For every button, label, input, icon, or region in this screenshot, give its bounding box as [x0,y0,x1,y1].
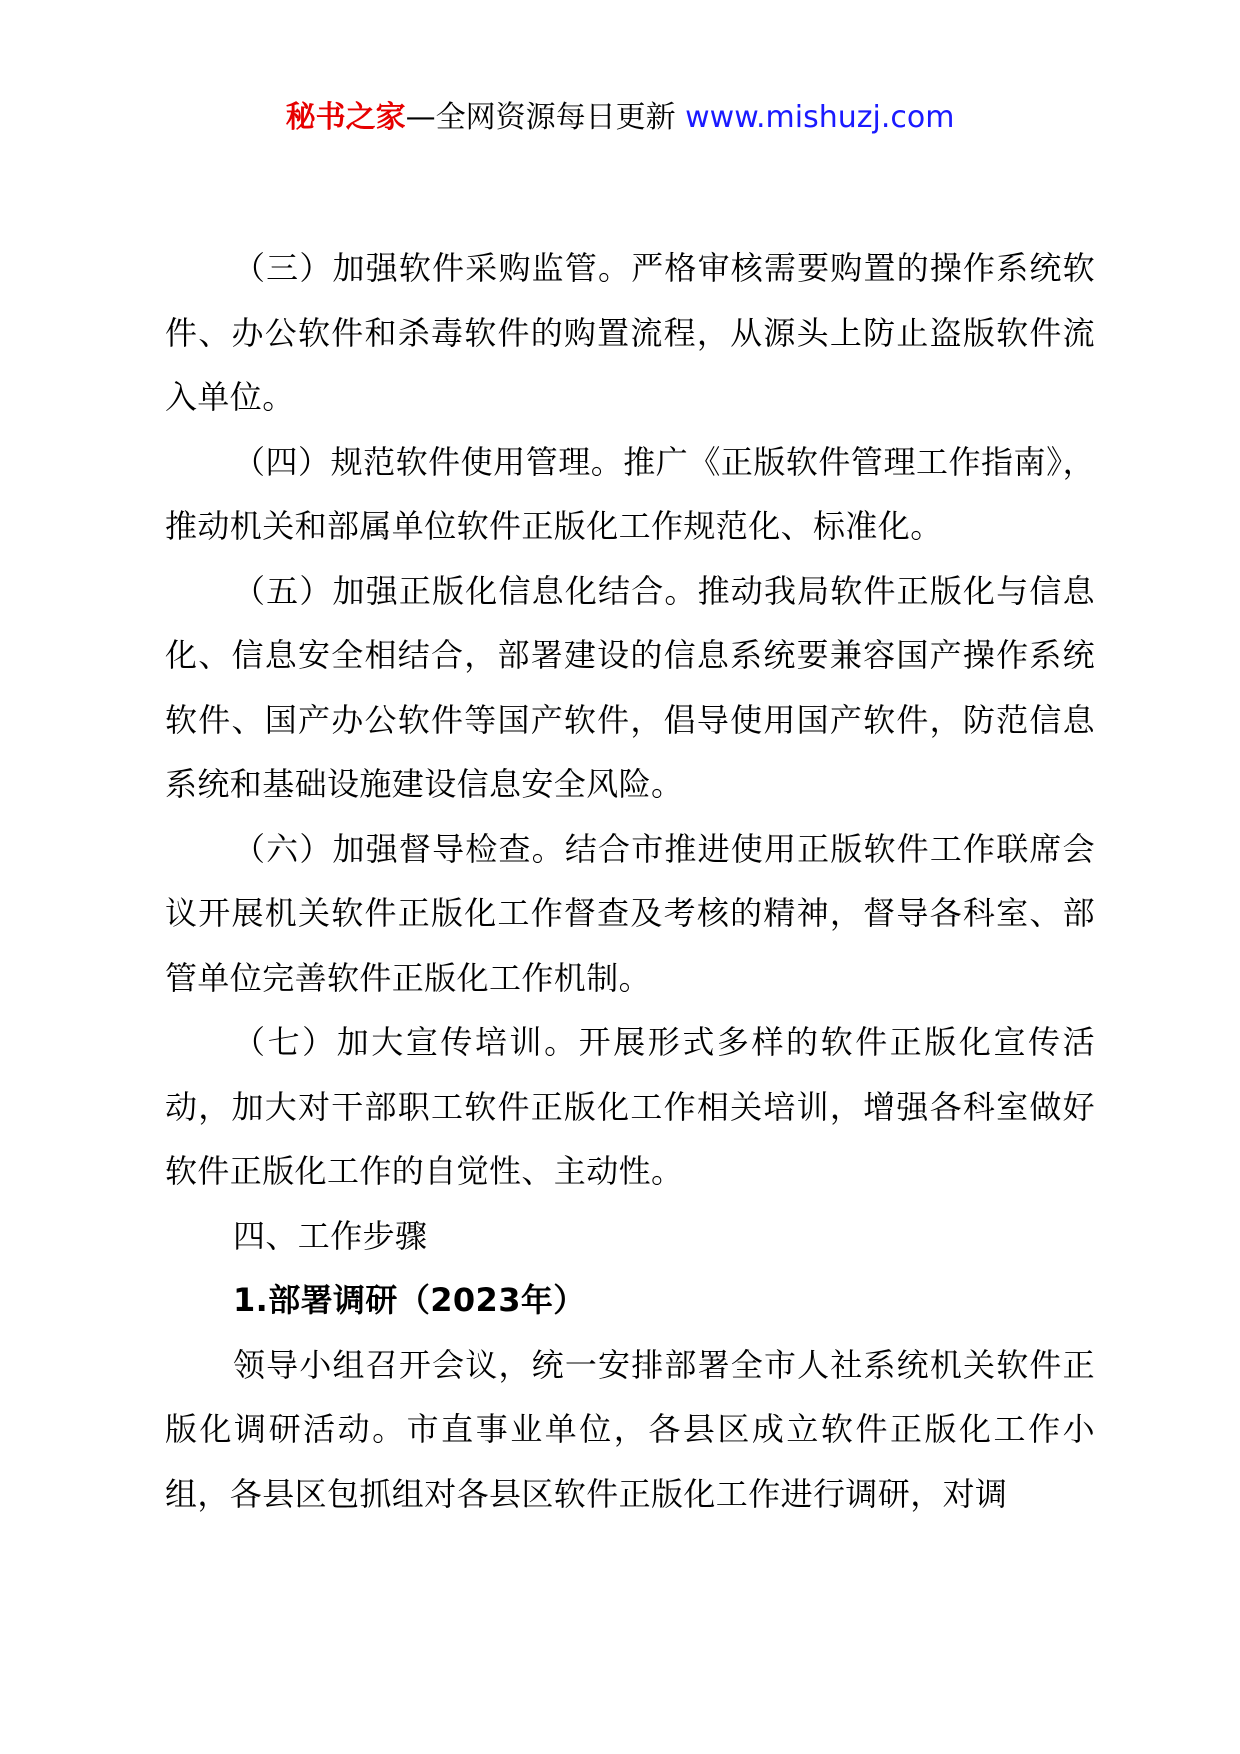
brand-name: 秘书之家 [285,100,406,135]
paragraph-item-7: （七）加大宣传培训。开展形式多样的软件正版化宣传活动，加大对干部职工软件正版化工作相关培训，增强各科室做好软件正版化工作的自觉性、主动性。 [165,1023,1095,1190]
paragraph-item-3: （三）加强软件采购监管。严格审核需要购置的操作系统软件、办公软件和杀毒软件的购置流程，从源头上防止盗版软件流入单位。 [165,249,1095,416]
paragraph-item-6: （六）加强督导检查。结合市推进使用正版软件工作联席会议开展机关软件正版化工作督查及考核的精神，督导各科室、部管单位完善软件正版化工作机制。 [165,829,1095,997]
site-url-link[interactable]: www.mishuzj.com [685,100,955,135]
subsection-heading-deploy-research: 1.部署调研（2023年） [233,1281,586,1319]
section-heading-steps: 四、工作步骤 [233,1216,428,1255]
document-body [165,236,1095,1526]
paragraph-item-5: （五）加强正版化信息化结合。推动我局软件正版化与信息化、信息安全相结合，部署建设的信息系统要兼容国产操作系统软件、国产办公软件等国产软件，倡导使用国产软件，防范信息系统和基础设施建设信息安全风险。 [165,571,1095,803]
paragraph-deploy-research: 领导小组召开会议，统一安排部署全市人社系统机关软件正版化调研活动。市直事业单位，各县区成立软件正版化工作小组，各县区包抓组对各县区软件正版化工作进行调研，对调 [165,1345,1095,1513]
site-header [0,98,1240,138]
header-tagline: —全网资源每日更新 [405,100,686,135]
paragraph-item-4: （四）规范软件使用管理。推广《正版软件管理工作指南》，推动机关和部属单位软件正版化工作规范化、标准化。 [165,442,1095,545]
